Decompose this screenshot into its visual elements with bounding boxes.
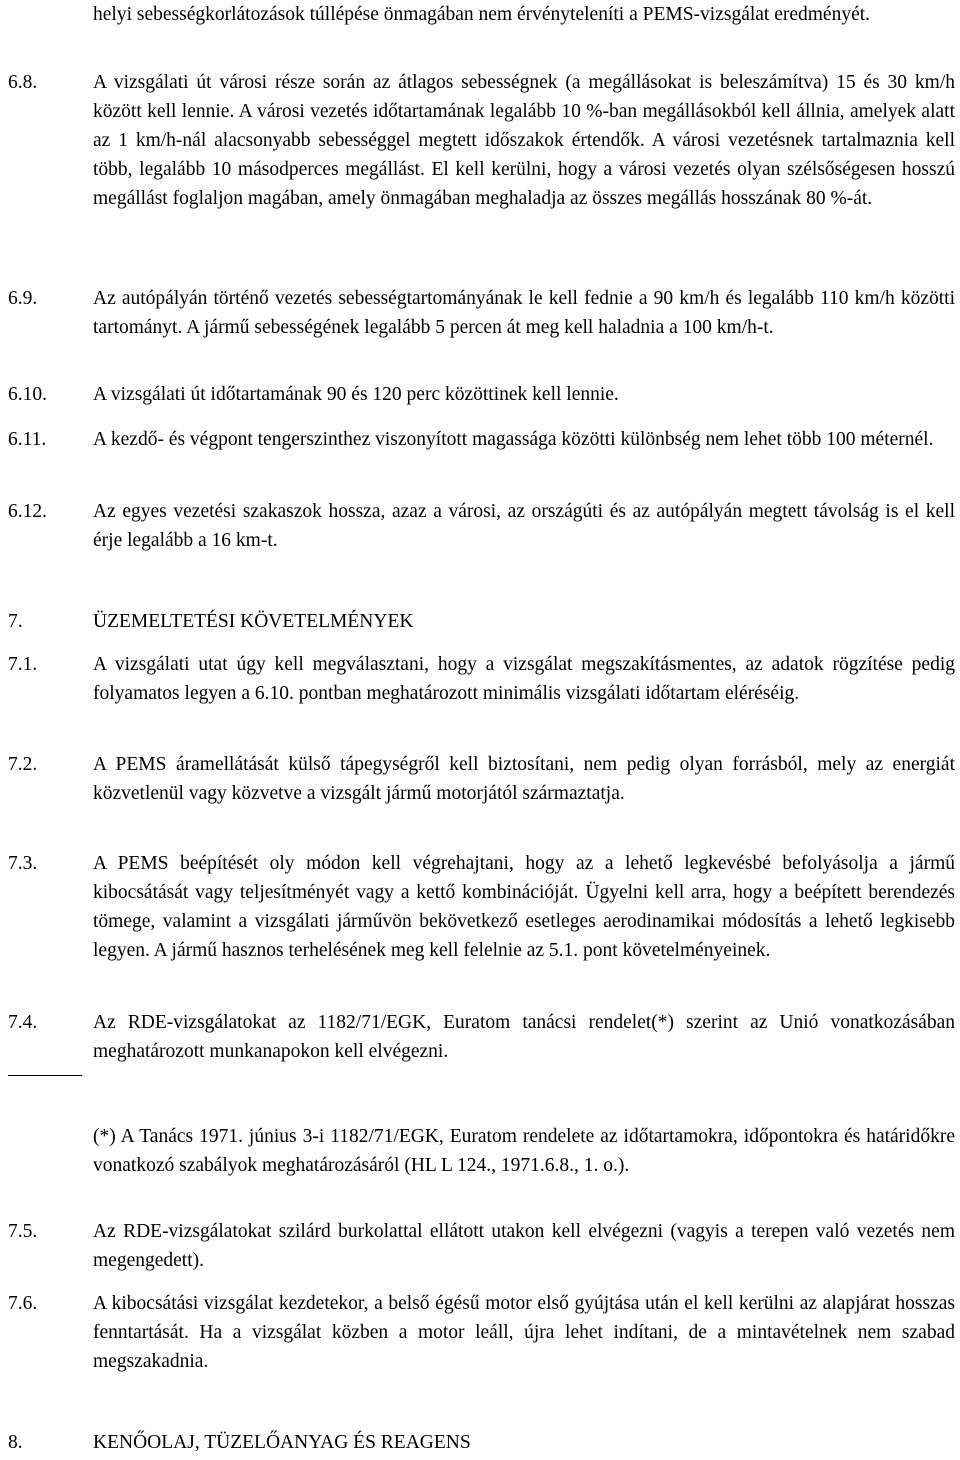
continuation-paragraph (0, 0, 960, 29)
paragraph-6-10 (0, 380, 960, 409)
section-number: 8. (8, 1432, 23, 1453)
paragraph-number: 7.4. (8, 1012, 38, 1033)
paragraph-7-2 (0, 750, 960, 808)
paragraph-number: 6.11. (8, 429, 47, 450)
paragraph-text: Az egyes vezetési szakaszok hossza, azaz a városi, az országúti és az autópályán megtett távolság is el kell érje legalább a 16 km-t. (93, 501, 955, 551)
paragraph-number: 6.8. (8, 72, 38, 93)
paragraph-number: 7.5. (8, 1221, 38, 1242)
paragraph-text: A vizsgálati út időtartamának 90 és 120 perc közöttinek kell lennie. (93, 384, 619, 405)
paragraph-text: A PEMS beépítését oly módon kell végrehajtani, hogy az a lehető legkevésbé befolyásolja a jármű kibocsátását vagy teljesítményét vagy a kettő kombinációját. Ügyelni kell arra, hogy a beépített berendezés tömege, valamint a vizsgálati járművön bekövetkező esetleges aerodinamikai módosítás a lehető legkisebb legyen. A jármű hasznos terhelésének meg kell felelnie az 5.1. pont követelményeinek. (93, 853, 955, 961)
paragraph-text: Az autópályán történő vezetés sebességtartományának le kell fednie a 90 km/h és legalább 110 km/h közötti tartományt. A jármű sebességének legalább 5 percen át meg kell haladnia a 100 km/h-t. (93, 288, 955, 338)
paragraph-number: 7.1. (8, 654, 38, 675)
section-number: 7. (8, 611, 23, 632)
paragraph-6-9 (0, 284, 960, 342)
section-title: KENŐOLAJ, TÜZELŐANYAG ÉS REAGENS (93, 1432, 471, 1453)
paragraph-text: A kezdő- és végpont tengerszinthez viszonyított magassága közötti különbség nem lehet több 100 méternél. (93, 429, 934, 450)
paragraph-text: Az RDE-vizsgálatokat szilárd burkolattal ellátott utakon kell elvégezni (vagyis a terepen való vezetés nem megengedett). (93, 1221, 955, 1271)
paragraph-7-1 (0, 650, 960, 708)
paragraph-text: A PEMS áramellátását külső tápegységről kell biztosítani, nem pedig olyan forrásból, mely az energiát közvetlenül vagy közvetve a vizsgált jármű motorjától származtatja. (93, 754, 955, 804)
paragraph-number: 7.6. (8, 1293, 38, 1314)
paragraph-text: helyi sebességkorlátozások túllépése önmagában nem érvényteleníti a PEMS-vizsgálat eredményét. (93, 4, 871, 25)
section-title: ÜZEMELTETÉSI KÖVETELMÉNYEK (93, 611, 414, 632)
paragraph-number: 6.10. (8, 384, 47, 405)
paragraph-7-4 (0, 1008, 960, 1066)
paragraph-text: A vizsgálati utat úgy kell megválasztani, hogy a vizsgálat megszakításmentes, az adatok rögzítése pedig folyamatos legyen a 6.10. pontban meghatározott minimális vizsgálati időtartam eléréséig. (93, 654, 955, 704)
paragraph-6-12 (0, 497, 960, 555)
paragraph-7-3 (0, 849, 960, 965)
footnote-text: (*) A Tanács 1971. június 3-i 1182/71/EGK, Euratom rendelete az időtartamokra, időpontokra és határidőkre vonatkozó szabályok meghatározásáról (HL L 124., 1971.6.8., 1. o.). (93, 1126, 955, 1176)
paragraph-number: 7.3. (8, 853, 38, 874)
paragraph-6-8 (0, 68, 960, 213)
paragraph-text: Az RDE-vizsgálatokat az 1182/71/EGK, Euratom tanácsi rendelet(*) szerint az Unió vonatkozásában meghatározott munkanapokon kell elvégezni. (93, 1012, 955, 1062)
paragraph-6-11 (0, 425, 960, 454)
paragraph-number: 6.9. (8, 288, 38, 309)
paragraph-text: A kibocsátási vizsgálat kezdetekor, a belső égésű motor első gyújtása után el kell kerülni az alapjárat hosszas fenntartását. Ha a vizsgálat közben a motor leáll, újra lehet indítani, de a mintavételnek nem szabad megszakadnia. (93, 1293, 955, 1372)
paragraph-7-6 (0, 1289, 960, 1376)
section-heading-7 (0, 607, 960, 636)
paragraph-text: A vizsgálati út városi része során az átlagos sebességnek (a megállásokat is beleszámítva) 15 és 30 km/h között kell lennie. A városi vezetés időtartamának legalább 10 %-ban megállásokból kell állnia, amelyek alatt az 1 km/h-nál alacsonyabb sebességgel megtett időszakok értendők. A városi vezetésnek tartalmaznia kell több, legalább 10 másodperces megállást. El kell kerülni, hogy a városi vezetés olyan szélsőségesen hosszú megállást foglaljon magában, amely önmagában meghaladja az összes megállás hosszának 80 %-át. (93, 72, 955, 209)
section-heading-8 (0, 1428, 960, 1457)
footnote-separator (8, 1075, 82, 1076)
paragraph-number: 6.12. (8, 501, 47, 522)
paragraph-number: 7.2. (8, 754, 38, 775)
footnote (0, 1122, 960, 1180)
paragraph-7-5 (0, 1217, 960, 1275)
